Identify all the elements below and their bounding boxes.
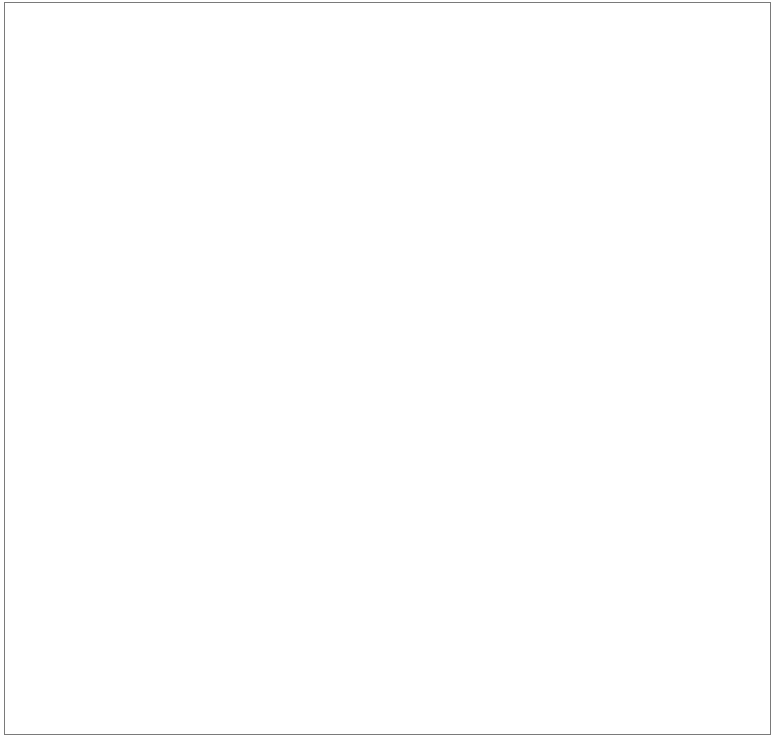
listing-frame — [4, 2, 771, 735]
